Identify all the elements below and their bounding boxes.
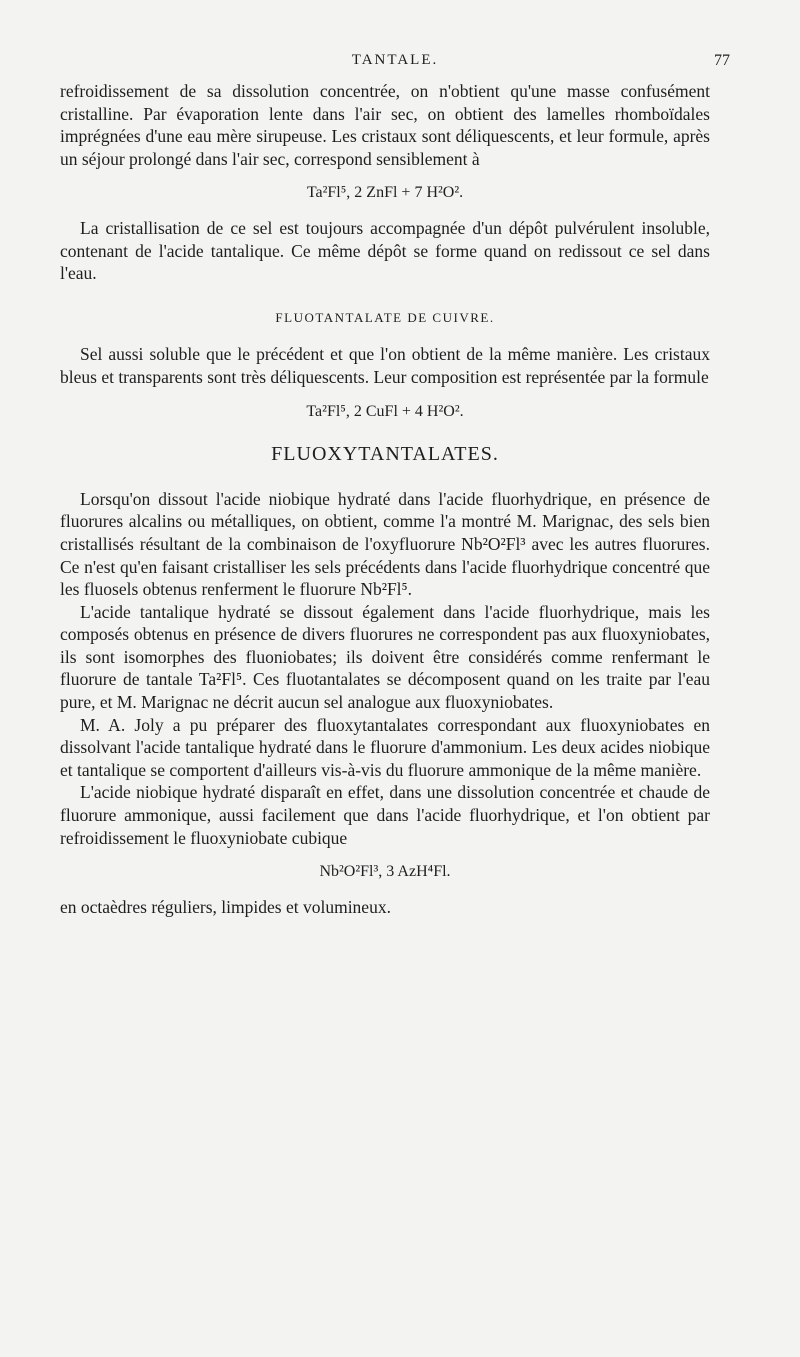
page-number: 77 (714, 52, 730, 69)
chemical-formula: Nb²O²Fl³, 3 AzH⁴Fl. (319, 863, 451, 881)
paragraph: Sel aussi soluble que le précédent et que l'on obtient de la même manière. Les cristaux bleus et transparents sont très déliquescents. Leur composition est représentée par la formule (60, 344, 710, 387)
chemical-formula: Ta²Fl⁵, 2 ZnFl + 7 H²O². (306, 184, 464, 202)
section-heading: FLUOXYTANTALATES. (271, 443, 499, 466)
paragraph: La cristallisation de ce sel est toujours accompagnée d'un dépôt pulvérulent insoluble, contenant de l'acide tantalique. Ce même dépôt se forme quand on redissout ce sel dans l'eau. (60, 217, 710, 284)
chemical-formula: Ta²Fl⁵, 2 CuFl + 4 H²O². (306, 402, 464, 420)
paragraph: L'acide niobique hydraté disparaît en effet, dans une dissolution concentrée et chaude de fluorure ammonique, aussi facilement que dans l'acide fluorhydrique, et l'on obtient par refroidissement le fluoxyniobate cubique (60, 782, 710, 848)
paragraph: L'acide tantalique hydraté se dissout également dans l'acide fluorhydrique, mais les composés obtenus en présence de divers fluorures ne correspondent pas aux fluoxyniobates, ils sont isomorphes des fluoniobates; ils doivent être considérés comme renfermant le fluorure de tantale Ta²Fl⁵. Ces fluotantalates se décomposent quand on les traite par l'eau pure, et M. Marignac ne décrit aucun sel analogue aux fluoxyniobates. (60, 601, 710, 713)
running-header (60, 52, 730, 74)
paragraph: M. A. Joly a pu préparer des fluoxytantalates correspondant aux fluoxyniobates en dissolvant l'acide tantalique hydraté dans le fluorure d'ammonium. Les deux acides niobique et tantalique se comportent d'ailleurs vis-à-vis du fluorure ammonique de la même manière. (60, 714, 710, 780)
paragraph: Lorsqu'on dissout l'acide niobique hydraté dans l'acide fluorhydrique, en présence de fluorures alcalins ou métalliques, on obtient, comme l'a montré M. Marignac, des sels bien cristallisés résultant de la combinaison de l'oxyfluorure Nb²O²Fl³ avec les autres fluorures. Ce n'est qu'en faisant cristalliser les sels précédents dans l'acide fluorhydrique concentré que les fluosels obtenus renferment le fluorure Nb²Fl⁵. (60, 488, 710, 600)
running-title: TANTALE. (351, 52, 439, 68)
paragraph: refroidissement de sa dissolution concentrée, on n'obtient qu'une masse confusément cristalline. Par évaporation lente dans l'air sec, on obtient des lamelles rhomboïdales imprégnées d'une eau mère sirupeuse. Les cristaux sont déliquescents, et leur formule, après un séjour prolongé dans l'air sec, correspond sensiblement à (60, 81, 710, 169)
subsection-heading: FLUOTANTALATE DE CUIVRE. (275, 309, 495, 325)
paragraph: en octaèdres réguliers, limpides et volumineux. (60, 896, 391, 917)
body-text (60, 80, 710, 918)
